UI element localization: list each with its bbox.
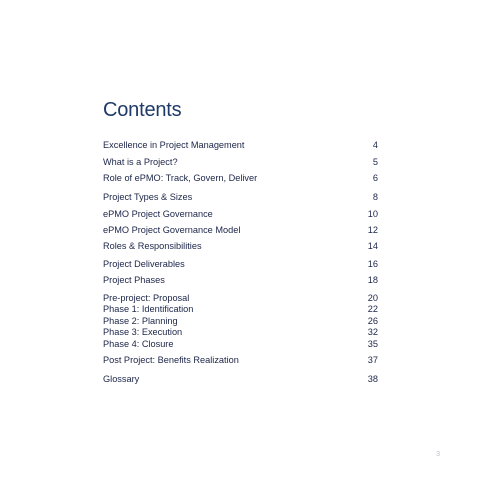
toc-entry-label: ePMO Project Governance Model — [103, 224, 241, 235]
toc-entry[interactable] — [103, 259, 378, 270]
toc-entry[interactable] — [103, 293, 378, 304]
toc-entry-page: 4 — [372, 140, 378, 150]
toc-entry[interactable] — [103, 327, 378, 338]
toc-entry-label: Post Project: Benefits Realization — [103, 355, 239, 365]
toc-entry[interactable] — [103, 316, 378, 327]
toc-entry-label: Glossary — [103, 374, 140, 384]
toc-entry-page: 14 — [367, 241, 378, 251]
toc-entry-page: 37 — [367, 355, 378, 365]
toc-entry-label: Phase 1: Identification — [103, 304, 194, 314]
toc-entry-label: Project Deliverables — [103, 258, 185, 269]
toc-entry-page: 18 — [367, 274, 378, 285]
toc-entry[interactable] — [103, 355, 378, 366]
toc-entry-label: Phase 2: Planning — [103, 315, 178, 326]
toc-entry[interactable] — [103, 374, 378, 385]
toc-entry-page: 22 — [367, 304, 378, 314]
toc-entry[interactable] — [103, 225, 378, 236]
toc-entry-label: Excellence in Project Management — [103, 140, 245, 150]
toc-entry-page: 5 — [372, 156, 378, 167]
toc-entry[interactable] — [103, 140, 378, 151]
toc-entry-page: 26 — [367, 315, 378, 326]
toc-entry[interactable] — [103, 157, 378, 168]
page-number: 3 — [436, 451, 440, 458]
toc-entry-page: 35 — [367, 338, 378, 349]
toc-entry-label: ePMO Project Governance — [103, 208, 213, 219]
toc-entry[interactable] — [103, 209, 378, 220]
toc-entry-label: Phase 4: Closure — [103, 338, 174, 349]
toc-entry-page: 10 — [367, 208, 378, 219]
toc-entry[interactable] — [103, 275, 378, 286]
toc-entry-label: Phase 3: Execution — [103, 327, 183, 337]
toc-entry[interactable] — [103, 192, 378, 203]
toc-entry[interactable] — [103, 241, 378, 252]
toc-entry-page: 16 — [367, 258, 378, 269]
toc-entry-label: Project Phases — [103, 274, 165, 285]
toc-entry-page: 20 — [367, 292, 378, 303]
toc-entry-page: 12 — [367, 224, 378, 235]
toc-entry-label: Pre-project: Proposal — [103, 292, 190, 303]
toc-entry-page: 8 — [372, 192, 378, 202]
toc-entry[interactable] — [103, 304, 378, 315]
toc-entry-page: 38 — [367, 374, 378, 384]
toc-entry-label: Roles & Responsibilities — [103, 241, 202, 251]
toc-entry-page: 32 — [367, 327, 378, 337]
toc-entry-label: What is a Project? — [103, 156, 178, 167]
toc-entry-label: Project Types & Sizes — [103, 192, 193, 202]
toc-entry[interactable] — [103, 339, 378, 350]
page-title: Contents — [103, 99, 182, 121]
toc-entry-label: Role of ePMO: Track, Govern, Deliver — [103, 173, 258, 183]
toc-entry[interactable] — [103, 173, 378, 184]
toc-entry-page: 6 — [372, 173, 378, 183]
